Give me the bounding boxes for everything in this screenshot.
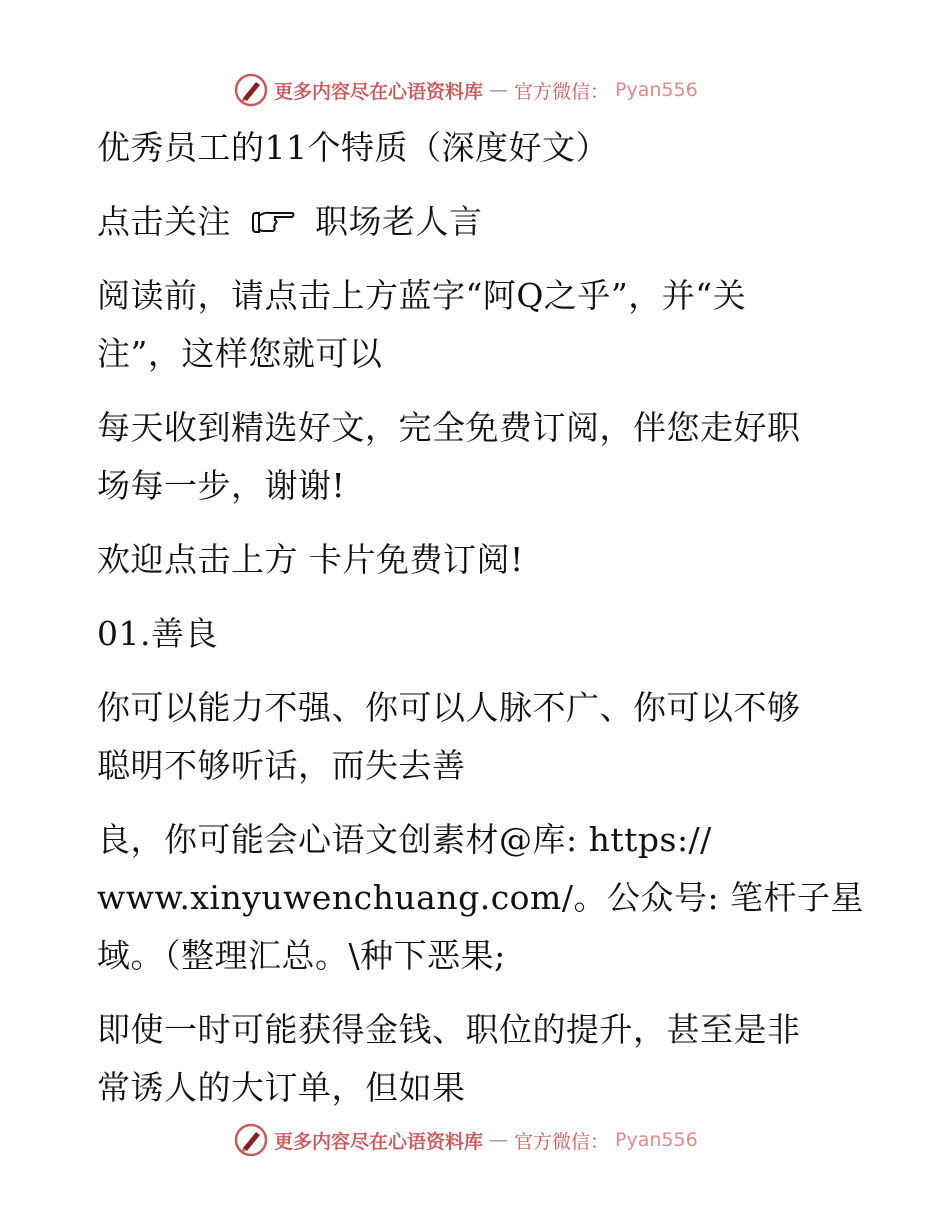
paragraph-line: 即使一时可能获得金钱、职位的提升，甚至是非 [97, 1010, 801, 1049]
watermark-wechat-label: 官方微信： [514, 80, 610, 103]
watermark-wechat-id: Pyan556 [615, 1129, 698, 1151]
follow-label: 点击关注 [97, 202, 231, 241]
watermark-dash: — [489, 79, 509, 101]
watermark-text: 更多内容尽在心语资料库 [274, 1130, 484, 1153]
follow-line [97, 202, 483, 242]
article-title: 优秀员工的11个特质（深度好文） [97, 128, 609, 167]
paragraph-line: 聪明不够听话，而失去善 [97, 746, 466, 785]
paragraph-line: 域。（整理汇总。\种下恶果; [97, 936, 506, 975]
watermark-text: 更多内容尽在心语资料库 [274, 80, 484, 103]
watermark-wechat-id: Pyan556 [615, 79, 698, 101]
paragraph-line: 注”，这样您就可以 [97, 334, 383, 373]
pen-logo-icon [234, 1123, 268, 1157]
paragraph-line: 场每一步，谢谢! [97, 466, 346, 505]
watermark-dash: — [489, 1129, 509, 1151]
watermark-header [234, 72, 698, 108]
pointing-hand-icon [250, 208, 296, 236]
paragraph-line: 良，你可能会心语文创素材@库: https:// [97, 820, 712, 859]
paragraph-line: 你可以能力不强、你可以人脉不广、你可以不够 [97, 688, 801, 727]
pen-logo-icon [234, 73, 268, 107]
account-name: 职场老人言 [315, 202, 483, 241]
paragraph-line: www.xinyuwenchuang.com/。公众号: 笔杆子星 [97, 878, 865, 917]
watermark-footer [234, 1122, 698, 1158]
paragraph-line: 常诱人的大订单，但如果 [97, 1068, 466, 1107]
watermark-wechat-label: 官方微信： [514, 1130, 610, 1153]
paragraph-line: 每天收到精选好文，完全免费订阅，伴您走好职 [97, 408, 801, 447]
paragraph-line: 欢迎点击上方 卡片免费订阅! [97, 540, 524, 579]
paragraph-line: 阅读前，请点击上方蓝字“阿Q之乎”，并“关 [97, 276, 747, 315]
section-heading: 01.善良 [97, 614, 218, 653]
